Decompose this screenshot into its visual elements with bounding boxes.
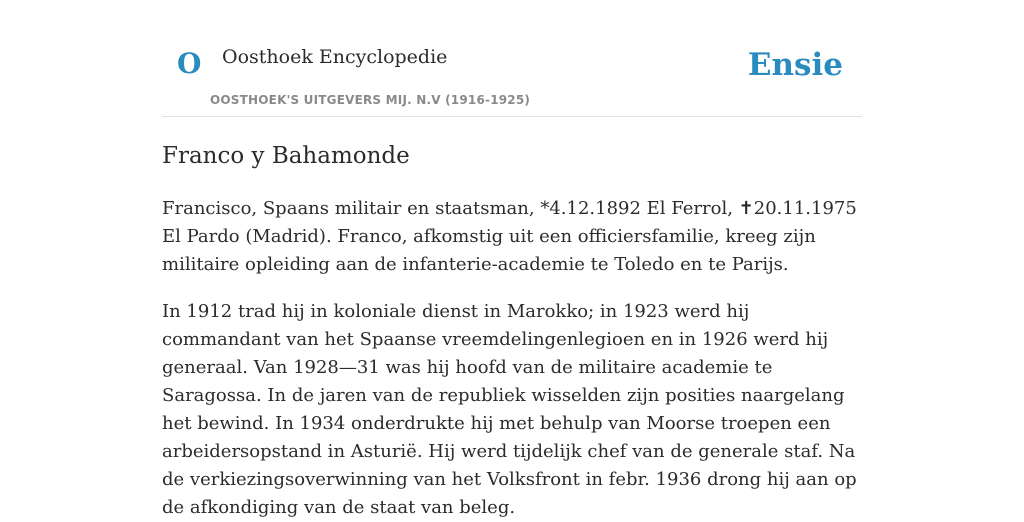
- publisher-label: OOSTHOEK'S UITGEVERS MIJ. N.V (1916-1925): [210, 93, 531, 107]
- page-container: [162, 0, 862, 522]
- article-paragraph: Francisco, Spaans militair en staatsman, *4.12.1892 El Ferrol, ✝20.11.1975 El Pardo (Madrid). Franco, afkomstig uit een officiersfamilie, kreeg zijn militaire opleiding aan de infanterie-academie te Toledo en te Parijs.: [162, 197, 857, 275]
- ensie-brand-link[interactable]: Ensie: [747, 47, 843, 83]
- encyclopedia-title[interactable]: Oosthoek Encyclopedie: [222, 46, 448, 68]
- header: [162, 0, 862, 117]
- encyclopedia-logo[interactable]: O: [177, 47, 202, 80]
- article-paragraph: In 1912 trad hij in koloniale dienst in Marokko; in 1923 werd hij commandant van het Spaanse vreemdelingenlegioen en in 1926 werd hij generaal. Van 1928—31 was hij hoofd van de militaire academie te Saragossa. In de jaren van de republiek wisselden zijn posities naargelang het bewind. In 1934 onderdrukte hij met behulp van Moorse troepen een arbeidersopstand in Asturië. Hij werd tijdelijk chef van de generale staf. Na de verkiezingsoverwinning van het Volksfront in febr. 1936 drong hij aan op de afkondiging van de staat van beleg.: [162, 300, 857, 518]
- article-title: Franco y Bahamonde: [162, 143, 410, 169]
